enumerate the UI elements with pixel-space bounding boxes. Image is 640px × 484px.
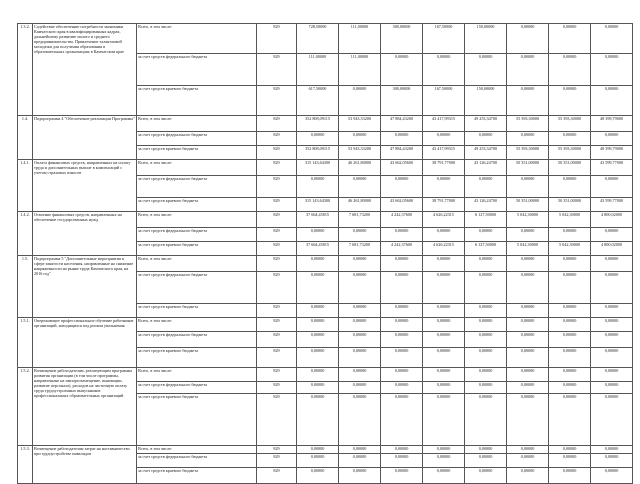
- amount-cell: 4 242,37600: [381, 242, 423, 256]
- funding-source: за счет средств федерального бюджета: [137, 382, 257, 394]
- amount-cell: 6 127,50000: [465, 212, 507, 228]
- funding-source: за счет средств краевого бюджета: [137, 304, 257, 318]
- budget-code: 829: [257, 132, 297, 146]
- item-number: 1.3.2.: [18, 24, 33, 116]
- amount-cell: 43 417,99315: [423, 116, 465, 132]
- funding-source: Всего, в том числе:: [137, 116, 257, 132]
- funding-source: за счет средств краевого бюджета: [137, 146, 257, 160]
- amount-cell: 0,00000: [591, 394, 633, 446]
- funding-source: Всего, в том числе:: [137, 446, 257, 454]
- budget-code: 829: [257, 446, 297, 454]
- amount-cell: 352 808,09115: [297, 116, 339, 132]
- amount-cell: 0,00000: [465, 256, 507, 272]
- budget-code: 829: [257, 176, 297, 198]
- amount-cell: 0,00000: [297, 468, 339, 484]
- amount-cell: 0,00000: [507, 368, 549, 382]
- amount-cell: 0,00000: [591, 132, 633, 146]
- amount-cell: 50 351,00000: [549, 198, 591, 212]
- amount-cell: 43 417,99315: [423, 146, 465, 160]
- amount-cell: 0,00000: [507, 176, 549, 198]
- amount-cell: 0,00000: [549, 468, 591, 484]
- amount-cell: 0,00000: [591, 304, 633, 318]
- amount-cell: 300,00000: [381, 24, 423, 54]
- amount-cell: 46 261,80000: [339, 198, 381, 212]
- amount-cell: 0,00000: [591, 54, 633, 86]
- amount-cell: 0,00000: [339, 454, 381, 468]
- amount-cell: 0,00000: [591, 318, 633, 332]
- amount-cell: 55 393,30000: [549, 146, 591, 160]
- amount-cell: 0,00000: [549, 272, 591, 304]
- budget-code: 829: [257, 116, 297, 132]
- amount-cell: 4 800,02000: [591, 212, 633, 228]
- amount-cell: 0,00000: [423, 228, 465, 242]
- funding-source: Всего, в том числе:: [137, 212, 257, 228]
- amount-cell: 0,00000: [381, 348, 423, 368]
- funding-source: Всего, в том числе:: [137, 318, 257, 332]
- amount-cell: 0,00000: [339, 382, 381, 394]
- amount-cell: 4 800,02000: [591, 242, 633, 256]
- amount-cell: 0,00000: [423, 304, 465, 318]
- item-number: 1.5.3.: [18, 446, 33, 484]
- table-row: [18, 24, 633, 54]
- funding-source: Всего, в том числе:: [137, 256, 257, 272]
- amount-cell: 0,00000: [465, 132, 507, 146]
- amount-cell: 0,00000: [465, 348, 507, 368]
- amount-cell: 0,00000: [297, 176, 339, 198]
- amount-cell: 0,00000: [507, 132, 549, 146]
- amount-cell: 0,00000: [507, 446, 549, 454]
- item-number: 1.5.2.: [18, 368, 33, 446]
- amount-cell: 0,00000: [423, 132, 465, 146]
- budget-code: 829: [257, 160, 297, 176]
- budget-code: 829: [257, 228, 297, 242]
- amount-cell: 43 599,77000: [591, 198, 633, 212]
- amount-cell: 0,00000: [381, 332, 423, 348]
- budget-code: 829: [257, 146, 297, 160]
- budget-code: 829: [257, 468, 297, 484]
- amount-cell: 0,00000: [549, 454, 591, 468]
- amount-cell: 0,00000: [339, 446, 381, 454]
- amount-cell: 0,00000: [507, 228, 549, 242]
- budget-table: [17, 23, 633, 484]
- amount-cell: 0,00000: [297, 446, 339, 454]
- funding-source: за счет средств федерального бюджета: [137, 228, 257, 242]
- amount-cell: 55 393,30000: [507, 116, 549, 132]
- amount-cell: 0,00000: [465, 468, 507, 484]
- amount-cell: 0,00000: [381, 228, 423, 242]
- amount-cell: 0,00000: [465, 332, 507, 348]
- amount-cell: 167,50000: [423, 24, 465, 54]
- amount-cell: 0,00000: [423, 454, 465, 468]
- amount-cell: 0,00000: [465, 318, 507, 332]
- amount-cell: 4 242,37600: [381, 212, 423, 228]
- amount-cell: 0,00000: [381, 454, 423, 468]
- amount-cell: 0,00000: [549, 54, 591, 86]
- amount-cell: 111,00000: [339, 24, 381, 54]
- amount-cell: 0,00000: [423, 176, 465, 198]
- amount-cell: 0,00000: [423, 332, 465, 348]
- amount-cell: 0,00000: [591, 332, 633, 348]
- amount-cell: 0,00000: [549, 394, 591, 446]
- item-number: 1.4.1.: [18, 160, 33, 212]
- item-number: 1.5.: [18, 256, 33, 318]
- amount-cell: 4 626,22315: [423, 242, 465, 256]
- amount-cell: 0,00000: [297, 304, 339, 318]
- amount-cell: 0,00000: [423, 446, 465, 454]
- amount-cell: 37 664,45815: [297, 212, 339, 228]
- amount-cell: 38 791,77000: [423, 160, 465, 176]
- funding-source: Всего, в том числе:: [137, 368, 257, 382]
- funding-source: за счет средств федерального бюджета: [137, 176, 257, 198]
- amount-cell: 0,00000: [549, 332, 591, 348]
- amount-cell: 617,50000: [297, 86, 339, 116]
- amount-cell: 0,00000: [339, 468, 381, 484]
- amount-cell: 0,00000: [549, 256, 591, 272]
- amount-cell: 0,00000: [381, 54, 423, 86]
- amount-cell: 0,00000: [465, 454, 507, 468]
- amount-cell: 0,00000: [465, 446, 507, 454]
- budget-code: 829: [257, 24, 297, 54]
- amount-cell: 0,00000: [549, 446, 591, 454]
- item-name: Подпрограмма 4 "Обеспечение реализации Программы": [33, 116, 137, 160]
- amount-cell: 43 662,05600: [381, 198, 423, 212]
- amount-cell: 0,00000: [423, 348, 465, 368]
- amount-cell: 50 351,00000: [507, 160, 549, 176]
- amount-cell: 0,00000: [381, 368, 423, 382]
- budget-code: 829: [257, 318, 297, 332]
- item-number: 1.4.2.: [18, 212, 33, 256]
- amount-cell: 0,00000: [339, 86, 381, 116]
- amount-cell: 0,00000: [339, 332, 381, 348]
- amount-cell: 167,50000: [423, 86, 465, 116]
- amount-cell: 5 042,30000: [507, 242, 549, 256]
- amount-cell: 0,00000: [423, 382, 465, 394]
- budget-code: 829: [257, 256, 297, 272]
- amount-cell: 728,50000: [297, 24, 339, 54]
- amount-cell: 0,00000: [339, 318, 381, 332]
- amount-cell: 0,00000: [381, 304, 423, 318]
- amount-cell: 0,00000: [423, 394, 465, 446]
- amount-cell: 0,00000: [423, 272, 465, 304]
- amount-cell: 150,00000: [465, 24, 507, 54]
- amount-cell: 0,00000: [297, 382, 339, 394]
- amount-cell: 0,00000: [339, 256, 381, 272]
- item-name: Оплата финансовых средств, направленных на оплату труда и дополнительных выплат в компенсаций с учетом страховых взносов: [33, 160, 137, 212]
- amount-cell: 0,00000: [465, 368, 507, 382]
- amount-cell: 0,00000: [591, 228, 633, 242]
- funding-source: за счет средств федерального бюджета: [137, 272, 257, 304]
- budget-table-page: [17, 23, 633, 484]
- amount-cell: 50 351,00000: [507, 198, 549, 212]
- amount-cell: 0,00000: [339, 272, 381, 304]
- amount-cell: 0,00000: [507, 454, 549, 468]
- funding-source: за счет средств краевого бюджета: [137, 86, 257, 116]
- amount-cell: 0,00000: [339, 394, 381, 446]
- amount-cell: 6 127,50000: [465, 242, 507, 256]
- item-name: Возмещение работодателям затрат на наставничество при трудоустройстве инвалидов: [33, 446, 137, 484]
- table-row: [18, 212, 633, 228]
- funding-source: за счет средств краевого бюджета: [137, 242, 257, 256]
- amount-cell: 0,00000: [465, 272, 507, 304]
- amount-cell: 0,00000: [549, 86, 591, 116]
- amount-cell: 0,00000: [549, 382, 591, 394]
- funding-source: за счет средств краевого бюджета: [137, 394, 257, 446]
- amount-cell: 0,00000: [591, 86, 633, 116]
- amount-cell: 48 399,79000: [591, 146, 633, 160]
- amount-cell: 0,00000: [381, 176, 423, 198]
- amount-cell: 0,00000: [507, 304, 549, 318]
- amount-cell: 0,00000: [339, 228, 381, 242]
- budget-code: 829: [257, 272, 297, 304]
- funding-source: за счет средств краевого бюджета: [137, 348, 257, 368]
- amount-cell: 0,00000: [507, 348, 549, 368]
- budget-code: 829: [257, 242, 297, 256]
- amount-cell: 0,00000: [507, 256, 549, 272]
- amount-cell: 0,00000: [297, 394, 339, 446]
- budget-code: 829: [257, 198, 297, 212]
- amount-cell: 0,00000: [591, 446, 633, 454]
- amount-cell: 0,00000: [591, 454, 633, 468]
- amount-cell: 0,00000: [465, 382, 507, 394]
- table-row: [18, 256, 633, 272]
- amount-cell: 49 253,34700: [465, 146, 507, 160]
- amount-cell: 0,00000: [297, 132, 339, 146]
- amount-cell: 315 143,64300: [297, 160, 339, 176]
- budget-code: 829: [257, 86, 297, 116]
- budget-code: 829: [257, 394, 297, 446]
- table-row: [18, 368, 633, 382]
- amount-cell: 111,00000: [339, 54, 381, 86]
- amount-cell: 53 943,33200: [339, 146, 381, 160]
- amount-cell: 0,00000: [339, 348, 381, 368]
- amount-cell: 0,00000: [297, 228, 339, 242]
- amount-cell: 43 599,77000: [591, 160, 633, 176]
- funding-source: за счет средств федерального бюджета: [137, 454, 257, 468]
- amount-cell: 0,00000: [507, 54, 549, 86]
- funding-source: Всего, в том числе:: [137, 24, 257, 54]
- amount-cell: 150,00000: [465, 86, 507, 116]
- amount-cell: 300,00000: [381, 86, 423, 116]
- funding-source: за счет средств краевого бюджета: [137, 468, 257, 484]
- amount-cell: 0,00000: [507, 86, 549, 116]
- amount-cell: 0,00000: [591, 256, 633, 272]
- amount-cell: 352 808,09115: [297, 146, 339, 160]
- amount-cell: 5 042,30000: [549, 242, 591, 256]
- amount-cell: 0,00000: [465, 176, 507, 198]
- table-row: [18, 160, 633, 176]
- amount-cell: 0,00000: [297, 318, 339, 332]
- budget-code: 829: [257, 368, 297, 382]
- amount-cell: 0,00000: [549, 348, 591, 368]
- amount-cell: 0,00000: [507, 382, 549, 394]
- amount-cell: 0,00000: [591, 272, 633, 304]
- budget-code: 829: [257, 54, 297, 86]
- item-name: Подпрограмма 5 "Дополнительные мероприятия в сфере занятости населения, направленные на снижение напряженности на рынке труда Камчатского края, на 2016 год": [33, 256, 137, 318]
- amount-cell: 0,00000: [507, 468, 549, 484]
- amount-cell: 5 042,30000: [507, 212, 549, 228]
- amount-cell: 0,00000: [549, 228, 591, 242]
- item-name: Возмещение работодателям, реализующим программы развития организации (в том числе программы, направленные на импортозамещение, инновации, развитие персонала), расходов на частичную оплату труда трудоустроенных выпускников профессиональных образовательных организаций: [33, 368, 137, 446]
- amount-cell: 0,00000: [549, 176, 591, 198]
- amount-cell: 0,00000: [297, 256, 339, 272]
- amount-cell: 0,00000: [423, 368, 465, 382]
- amount-cell: 7 681,73200: [339, 212, 381, 228]
- amount-cell: 55 393,30000: [507, 146, 549, 160]
- item-name: Опережающее профессиональное обучение работников организаций, находящихся под риском увольнения: [33, 318, 137, 368]
- amount-cell: 0,00000: [549, 132, 591, 146]
- budget-code: 829: [257, 304, 297, 318]
- funding-source: за счет средств федерального бюджета: [137, 132, 257, 146]
- amount-cell: 111,00000: [297, 54, 339, 86]
- amount-cell: 0,00000: [591, 468, 633, 484]
- amount-cell: 0,00000: [591, 382, 633, 394]
- amount-cell: 5 042,30000: [549, 212, 591, 228]
- amount-cell: 0,00000: [423, 318, 465, 332]
- amount-cell: 0,00000: [381, 394, 423, 446]
- budget-code: 829: [257, 454, 297, 468]
- amount-cell: 0,00000: [507, 394, 549, 446]
- amount-cell: 0,00000: [591, 368, 633, 382]
- amount-cell: 7 681,73200: [339, 242, 381, 256]
- amount-cell: 0,00000: [465, 304, 507, 318]
- item-name: Освоение финансовых средств, направленных на обеспечение государственных нужд: [33, 212, 137, 256]
- item-number: 1.5.1.: [18, 318, 33, 368]
- amount-cell: 0,00000: [591, 348, 633, 368]
- amount-cell: 0,00000: [465, 394, 507, 446]
- amount-cell: 4 626,22315: [423, 212, 465, 228]
- amount-cell: 0,00000: [339, 176, 381, 198]
- amount-cell: 46 261,80000: [339, 160, 381, 176]
- budget-code: 829: [257, 382, 297, 394]
- amount-cell: 0,00000: [381, 382, 423, 394]
- amount-cell: 0,00000: [507, 332, 549, 348]
- amount-cell: 0,00000: [465, 228, 507, 242]
- amount-cell: 0,00000: [549, 304, 591, 318]
- amount-cell: 0,00000: [297, 454, 339, 468]
- amount-cell: 55 393,30000: [549, 116, 591, 132]
- amount-cell: 0,00000: [507, 24, 549, 54]
- budget-code: 829: [257, 332, 297, 348]
- amount-cell: 0,00000: [339, 132, 381, 146]
- item-name: Содействие обеспечению потребности экономики Камчатского края в квалифицированных кадрах, дальнейшему развитию малого и среднего предпринимательства. Привлечение талантливой молодежи для получения образования в образовательных организациях в Камчатском крае: [33, 24, 137, 116]
- amount-cell: 0,00000: [549, 318, 591, 332]
- amount-cell: 0,00000: [381, 256, 423, 272]
- amount-cell: 0,00000: [339, 368, 381, 382]
- amount-cell: 0,00000: [507, 272, 549, 304]
- funding-source: за счет средств федерального бюджета: [137, 332, 257, 348]
- amount-cell: 0,00000: [381, 132, 423, 146]
- amount-cell: 37 664,45815: [297, 242, 339, 256]
- amount-cell: 0,00000: [381, 468, 423, 484]
- funding-source: Всего, в том числе:: [137, 160, 257, 176]
- amount-cell: 0,00000: [549, 368, 591, 382]
- amount-cell: 50 351,00000: [549, 160, 591, 176]
- amount-cell: 315 143,64300: [297, 198, 339, 212]
- item-number: 1.4.: [18, 116, 33, 160]
- amount-cell: 0,00000: [423, 468, 465, 484]
- amount-cell: 0,00000: [423, 256, 465, 272]
- amount-cell: 0,00000: [549, 24, 591, 54]
- amount-cell: 0,00000: [591, 24, 633, 54]
- amount-cell: 0,00000: [465, 54, 507, 86]
- amount-cell: 0,00000: [297, 332, 339, 348]
- amount-cell: 0,00000: [381, 446, 423, 454]
- amount-cell: 47 884,43200: [381, 146, 423, 160]
- budget-code: 829: [257, 212, 297, 228]
- table-row: [18, 318, 633, 332]
- amount-cell: 0,00000: [591, 176, 633, 198]
- amount-cell: 43 126,24700: [465, 198, 507, 212]
- amount-cell: 49 253,34700: [465, 116, 507, 132]
- amount-cell: 48 399,79000: [591, 116, 633, 132]
- table-row: [18, 446, 633, 454]
- amount-cell: 0,00000: [423, 54, 465, 86]
- table-row: [18, 116, 633, 132]
- budget-code: 829: [257, 348, 297, 368]
- amount-cell: 0,00000: [297, 368, 339, 382]
- amount-cell: 0,00000: [297, 272, 339, 304]
- amount-cell: 47 884,43200: [381, 116, 423, 132]
- amount-cell: 43 662,05600: [381, 160, 423, 176]
- amount-cell: 0,00000: [381, 272, 423, 304]
- amount-cell: 0,00000: [507, 318, 549, 332]
- funding-source: за счет средств федерального бюджета: [137, 54, 257, 86]
- amount-cell: 0,00000: [339, 304, 381, 318]
- amount-cell: 53 943,33200: [339, 116, 381, 132]
- amount-cell: 0,00000: [297, 348, 339, 368]
- funding-source: за счет средств краевого бюджета: [137, 198, 257, 212]
- amount-cell: 0,00000: [381, 318, 423, 332]
- amount-cell: 38 791,77000: [423, 198, 465, 212]
- amount-cell: 43 126,24700: [465, 160, 507, 176]
